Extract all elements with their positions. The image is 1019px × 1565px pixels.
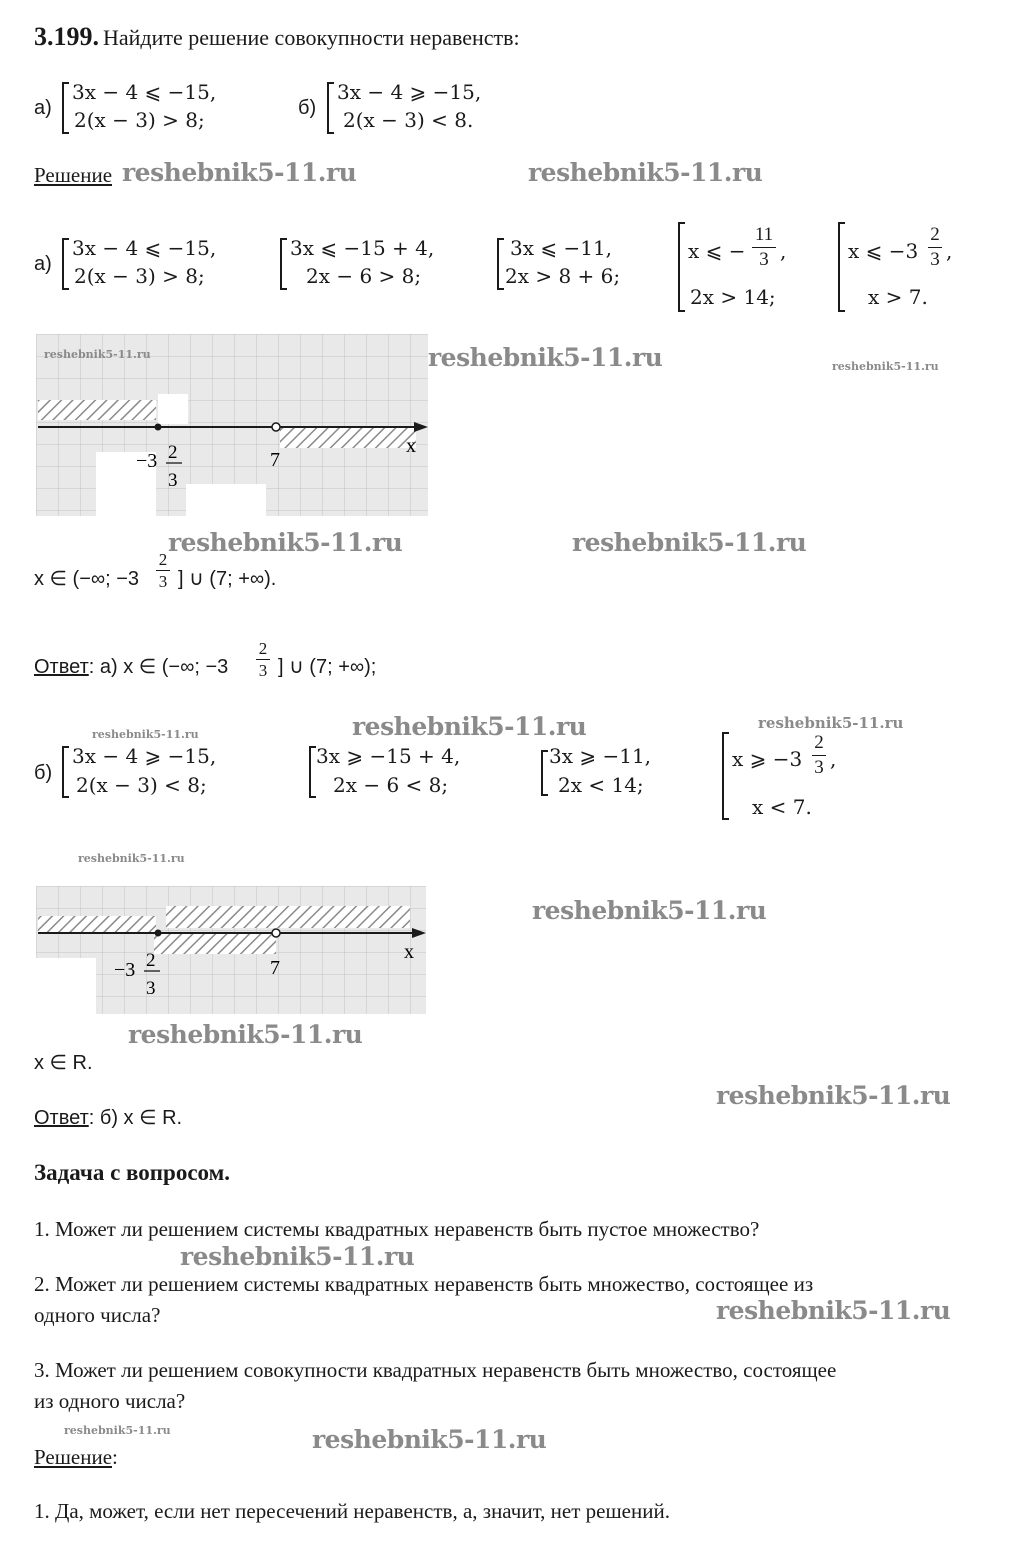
part-b-s1-line1: 3x − 4 ⩾ −15, <box>72 744 217 768</box>
question-2-line2: одного числа? <box>34 1303 161 1327</box>
solution-word: Решение <box>34 1445 113 1469</box>
fraction-numerator: 2 <box>158 550 168 569</box>
watermark: reshebnik5-11.ru <box>312 1425 547 1454</box>
task-b-label: б) <box>298 97 317 119</box>
point-right: 7 <box>270 449 280 471</box>
part-b-s1-bracket <box>62 746 69 798</box>
axis-x-label: x <box>406 435 416 457</box>
watermark: reshebnik5-11.ru <box>528 158 763 187</box>
grid-patch <box>158 394 188 424</box>
part-a-s3-bracket <box>497 238 504 290</box>
part-b-s4-line2: x < 7. <box>752 795 812 819</box>
part-a-s4-comma: , <box>780 239 787 263</box>
point-right: 7 <box>270 957 280 979</box>
number-line-b <box>36 886 426 1014</box>
point-left-whole: −3 <box>114 959 136 981</box>
part-a-s2-bracket <box>280 238 287 290</box>
point-left-whole: −3 <box>136 450 158 472</box>
part-a-s5-line1: x ⩽ −3 <box>848 239 919 263</box>
watermark: reshebnik5-11.ru <box>532 896 767 925</box>
grid-patch <box>186 484 266 516</box>
fraction-numerator: 2 <box>258 639 268 658</box>
watermark: reshebnik5-11.ru <box>572 528 807 557</box>
question-2-line1: 2. Может ли решением системы квадратных неравенств быть множество, состоящее из <box>34 1272 814 1296</box>
part-a-s3-line2: 2x > 8 + 6; <box>505 264 621 288</box>
part-b-result: x ∈ R. <box>34 1052 93 1074</box>
part-a-s2-line2: 2x − 6 > 8; <box>306 264 422 288</box>
part-a-s4-fraction <box>752 224 776 271</box>
hatch-top <box>166 906 410 928</box>
part-b-s3-line2: 2x < 14; <box>558 773 644 797</box>
point-filled <box>155 930 162 937</box>
task-b-bracket <box>327 82 334 134</box>
part-a-answer-suffix: ] ∪ (7; +∞); <box>278 656 377 678</box>
answer-label: Ответ <box>34 656 89 678</box>
part-a-s1-bracket <box>62 238 69 290</box>
problem-title: Найдите решение совокупности неравенств: <box>103 25 520 50</box>
fraction-denominator: 3 <box>930 249 940 270</box>
fraction-denominator: 3 <box>759 249 769 270</box>
answer-label: Ответ <box>34 1107 89 1129</box>
problem-header <box>34 22 520 52</box>
answer-1: 1. Да, может, если нет пересечений неравенств, а, значит, нет решений. <box>34 1499 670 1523</box>
watermark: reshebnik5-11.ru <box>168 528 403 557</box>
axis-x-label: x <box>404 941 414 963</box>
question-task-title: Задача с вопросом. <box>34 1160 231 1185</box>
part-a-result-prefix: x ∈ (−∞; −3 <box>34 568 140 590</box>
part-b-s2-line2: 2x − 6 < 8; <box>333 773 449 797</box>
part-b-answer <box>34 1105 182 1130</box>
watermark: reshebnik5-11.ru <box>352 712 587 741</box>
part-a-label: а) <box>34 253 52 275</box>
part-b-s4-comma: , <box>830 747 837 771</box>
fraction-numerator: 2 <box>930 224 940 245</box>
hatch-left <box>38 400 156 420</box>
question-solution-label <box>34 1445 118 1470</box>
task-a-bracket <box>62 82 69 134</box>
solution-label: Решение <box>34 163 113 187</box>
fraction-numerator: 11 <box>754 224 774 245</box>
part-b-s4-line1: x ⩾ −3 <box>732 747 803 771</box>
part-b-s3-bracket <box>541 750 548 796</box>
question-3-line1: 3. Может ли решением совокупности квадратных неравенств быть множество, состоящее <box>34 1358 837 1382</box>
fraction-denominator: 3 <box>258 661 268 680</box>
watermark-small: reshebnik5-11.ru <box>64 1424 171 1437</box>
part-a-s5-line2: x > 7. <box>868 285 928 309</box>
watermark-small: reshebnik5-11.ru <box>758 714 904 732</box>
watermark: reshebnik5-11.ru <box>428 343 663 372</box>
point-open <box>272 929 280 937</box>
watermark: reshebnik5-11.ru <box>128 1020 363 1049</box>
hatch-middle <box>154 934 276 954</box>
fraction-denominator: 3 <box>158 572 168 591</box>
point-left-den: 3 <box>146 978 156 999</box>
problem-number: 3.199. <box>34 22 99 51</box>
part-b-s4-fraction <box>812 732 826 779</box>
part-a-s5-fraction <box>928 224 942 271</box>
task-b-line1: 3x − 4 ⩾ −15, <box>337 80 482 104</box>
task-a-label: а) <box>34 97 52 119</box>
task-a-line2: 2(x − 3) > 8; <box>74 108 205 132</box>
fraction-denominator: 3 <box>814 757 824 778</box>
part-b-s4-bracket <box>722 732 729 820</box>
part-a-answer <box>34 654 228 679</box>
part-b-s3-line1: 3x ⩾ −11, <box>549 744 652 768</box>
number-line-a <box>36 334 428 516</box>
part-a-s2-line1: 3x ⩽ −15 + 4, <box>290 236 435 260</box>
task-b-line2: 2(x − 3) < 8. <box>343 108 474 132</box>
question-1: 1. Может ли решением системы квадратных неравенств быть пустое множество? <box>34 1217 760 1241</box>
part-a-s4-line1: x ⩽ − <box>688 239 746 263</box>
hatch-left <box>38 916 156 932</box>
part-a-answer-fraction <box>256 639 270 680</box>
part-a-s1-line2: 2(x − 3) > 8; <box>74 264 205 288</box>
answer-prefix: : а) x ∈ (−∞; −3 <box>88 656 229 678</box>
point-filled <box>155 424 162 431</box>
part-a-s1-line1: 3x − 4 ⩽ −15, <box>72 236 217 260</box>
watermark: reshebnik5-11.ru <box>716 1296 951 1325</box>
part-b-label: б) <box>34 762 53 784</box>
point-open <box>272 423 280 431</box>
part-a-s5-comma: , <box>946 239 953 263</box>
task-a-line1: 3x − 4 ⩽ −15, <box>72 80 217 104</box>
part-b-s2-bracket <box>309 746 316 798</box>
part-a-result-suffix: ] ∪ (7; +∞). <box>178 568 277 590</box>
part-a-s4-bracket <box>678 222 685 312</box>
watermark: reshebnik5-11.ru <box>716 1081 951 1110</box>
watermark-small: reshebnik5-11.ru <box>92 728 199 741</box>
watermark-small: reshebnik5-11.ru <box>44 348 151 361</box>
point-left-den: 3 <box>168 470 178 491</box>
watermark: reshebnik5-11.ru <box>180 1242 415 1271</box>
part-a-s4-line2: 2x > 14; <box>690 285 776 309</box>
watermark-small: reshebnik5-11.ru <box>832 360 939 373</box>
part-a-s3-line1: 3x ⩽ −11, <box>510 236 613 260</box>
part-a-s5-bracket <box>838 222 845 312</box>
part-b-s1-line2: 2(x − 3) < 8; <box>76 773 207 797</box>
watermark: reshebnik5-11.ru <box>122 158 357 187</box>
grid-patch <box>36 958 96 1014</box>
fraction-numerator: 2 <box>814 732 824 753</box>
hatch-right <box>280 428 416 448</box>
question-3-line2: из одного числа? <box>34 1389 186 1413</box>
answer-text: : б) x ∈ R. <box>88 1107 183 1129</box>
watermark-small: reshebnik5-11.ru <box>78 852 185 865</box>
part-b-s2-line1: 3x ⩾ −15 + 4, <box>316 744 461 768</box>
solution-colon: : <box>112 1445 118 1469</box>
point-left-num: 2 <box>146 950 156 971</box>
point-left-num: 2 <box>168 442 178 463</box>
